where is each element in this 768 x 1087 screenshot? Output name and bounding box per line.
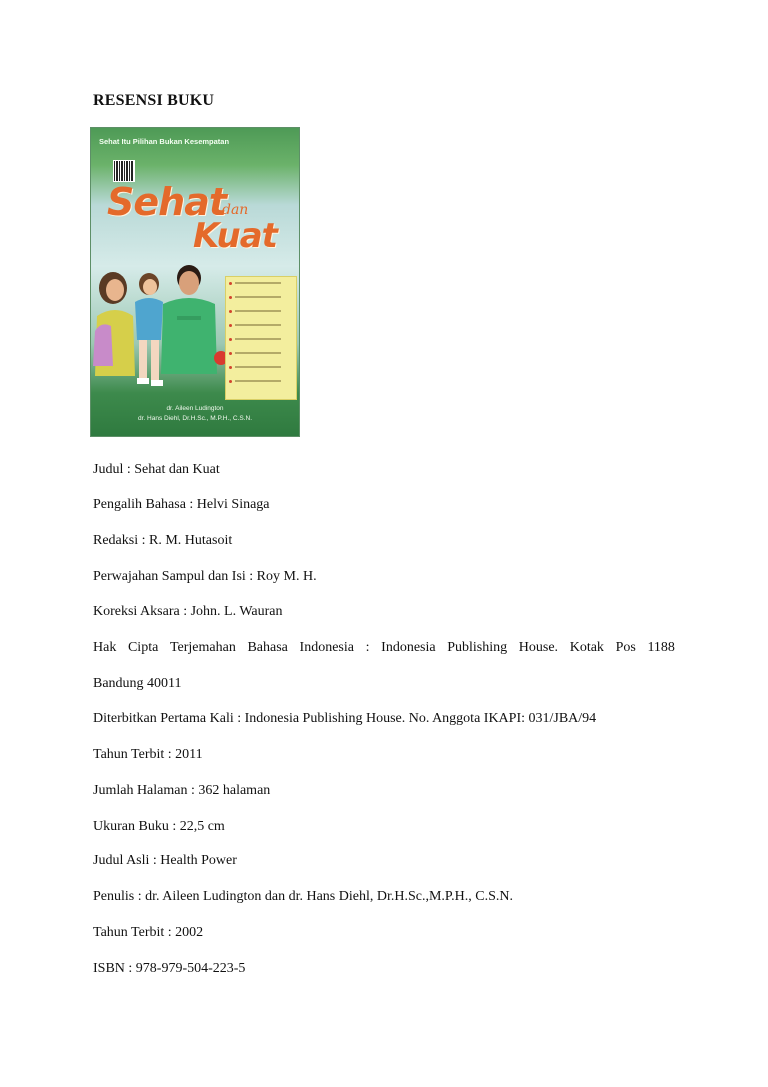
hak-cipta-word: House.	[518, 640, 559, 655]
detail-penulis: Penulis : dr. Aileen Ludington dan dr. Hans Diehl, Dr.H.Sc.,M.P.H., C.S.N.	[93, 889, 513, 904]
detail-hak-cipta	[93, 640, 675, 656]
hak-cipta-word: Indonesia	[381, 640, 436, 655]
cover-title-kuat: Kuat	[193, 216, 277, 256]
cover-barcode	[113, 160, 135, 182]
detail-redaksi: Redaksi : R. M. Hutasoit	[93, 533, 233, 548]
hak-cipta-word: Hak	[93, 640, 117, 655]
book-cover-image	[91, 128, 299, 436]
hak-cipta-word: :	[365, 640, 370, 655]
detail-jumlah-halaman: Jumlah Halaman : 362 halaman	[93, 783, 271, 798]
hak-cipta-word: Indonesia	[299, 640, 354, 655]
detail-tahun-terbit-asli: Tahun Terbit : 2002	[93, 925, 204, 940]
hak-cipta-word: Pos	[615, 640, 636, 655]
detail-tahun-terbit: Tahun Terbit : 2011	[93, 747, 203, 762]
page-title: RESENSI BUKU	[93, 92, 215, 109]
hak-cipta-word: Terjemahan	[169, 640, 236, 655]
detail-judul-asli: Judul Asli : Health Power	[93, 853, 237, 868]
hak-cipta-word: Bahasa	[247, 640, 288, 655]
cover-family-illustration	[91, 256, 231, 406]
cover-title-sehat: Sehat	[107, 180, 227, 224]
cover-author-2: dr. Hans Diehl, Dr.H.Sc., M.P.H., C.S.N.	[137, 415, 253, 422]
hak-cipta-word: Cipta	[127, 640, 159, 655]
hak-cipta-word: Publishing	[447, 640, 508, 655]
cover-authors	[91, 404, 299, 424]
detail-isbn: ISBN : 978-979-504-223-5	[93, 961, 246, 976]
detail-perwajahan: Perwajahan Sampul dan Isi : Roy M. H.	[93, 569, 317, 584]
cover-title-dan: dan	[222, 202, 249, 218]
detail-pengalih-bahasa: Pengalih Bahasa : Helvi Sinaga	[93, 497, 270, 512]
detail-koreksi: Koreksi Aksara : John. L. Wauran	[93, 604, 283, 619]
detail-ukuran-buku: Ukuran Buku : 22,5 cm	[93, 819, 225, 834]
hak-cipta-word: 1188	[647, 640, 675, 655]
cover-tagline: Sehat Itu Pilihan Bukan Kesempatan	[99, 137, 230, 146]
detail-hak-cipta-cont: Bandung 40011	[93, 676, 182, 691]
cover-author-1: dr. Aileen Ludington	[166, 405, 224, 412]
cover-feature-list	[225, 276, 297, 400]
detail-judul: Judul : Sehat dan Kuat	[93, 462, 220, 477]
detail-diterbitkan: Diterbitkan Pertama Kali : Indonesia Publishing House. No. Anggota IKAPI: 031/JBA/94	[93, 711, 597, 726]
hak-cipta-word: Kotak	[569, 640, 604, 655]
